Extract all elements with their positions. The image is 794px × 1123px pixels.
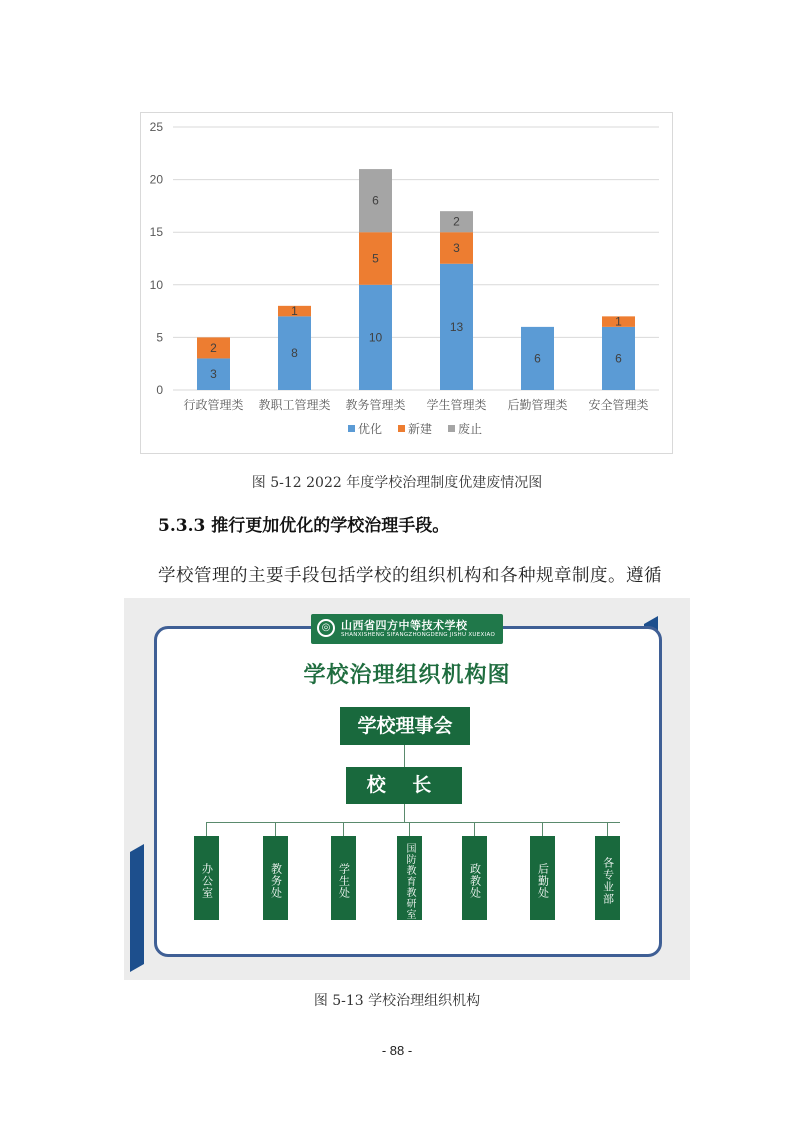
connector-line <box>404 804 405 822</box>
chart-container <box>140 112 673 454</box>
department-label: 各专业部 <box>601 857 615 905</box>
y-tick-label: 20 <box>149 172 163 187</box>
x-tick-label: 行政管理类 <box>183 398 244 412</box>
y-tick-label: 25 <box>149 120 163 134</box>
school-banner <box>311 614 503 644</box>
department-box <box>462 836 487 920</box>
department-label: 后勤处 <box>536 863 550 899</box>
school-name: 山西省四方中等技术学校 <box>341 619 468 632</box>
data-label: 6 <box>534 351 541 366</box>
data-label: 6 <box>615 351 622 366</box>
data-label: 5 <box>372 251 379 266</box>
department-box <box>397 836 422 920</box>
legend-swatch <box>398 425 405 432</box>
data-label: 8 <box>291 346 298 361</box>
data-label: 6 <box>372 193 379 208</box>
legend-label: 废止 <box>458 422 483 436</box>
department-label: 学生处 <box>337 863 351 899</box>
y-tick-label: 0 <box>156 383 163 397</box>
connector-line <box>206 822 207 836</box>
department-box <box>595 836 620 920</box>
page-number: - 88 - <box>381 1043 413 1058</box>
data-label: 3 <box>453 240 460 255</box>
legend-swatch <box>348 425 355 432</box>
legend-label: 优化 <box>358 422 383 436</box>
principal-box: 校 长 <box>346 767 462 804</box>
x-tick-label: 后勤管理类 <box>507 398 568 412</box>
y-tick-label: 15 <box>149 225 163 240</box>
y-tick-label: 10 <box>149 277 163 292</box>
x-tick-label: 教职工管理类 <box>258 398 331 412</box>
legend-label: 新建 <box>408 422 433 436</box>
org-chart-image <box>124 598 690 980</box>
connector-line <box>542 822 543 836</box>
department-box <box>331 836 356 920</box>
legend-swatch <box>448 425 455 432</box>
connector-line <box>275 822 276 836</box>
data-label: 10 <box>368 330 383 345</box>
stacked-bar-chart <box>141 113 672 453</box>
department-label: 政教处 <box>468 863 482 899</box>
board-box: 学校理事会 <box>340 707 470 745</box>
decor-stripe-left <box>130 844 144 972</box>
connector-line <box>409 822 410 836</box>
school-logo-icon: ◎ <box>317 619 335 637</box>
x-tick-label: 学生管理类 <box>426 398 487 412</box>
data-label: 1 <box>615 314 622 329</box>
department-box <box>263 836 288 920</box>
x-tick-label: 安全管理类 <box>588 398 649 412</box>
connector-line <box>206 822 620 823</box>
data-label: 2 <box>453 214 460 229</box>
connector-line <box>343 822 344 836</box>
data-label: 3 <box>210 367 217 382</box>
department-box <box>530 836 555 920</box>
x-tick-label: 教务管理类 <box>345 398 406 412</box>
connector-line <box>474 822 475 836</box>
figure-caption-5-13: 图 5-13 学校治理组织机构 <box>313 993 481 1009</box>
school-pinyin: SHANXISHENG SIFANGZHONGDENG JISHU XUEXIAO <box>341 632 496 638</box>
y-tick-label: 5 <box>156 330 163 345</box>
org-chart-title: 学校治理组织机构图 <box>303 663 511 688</box>
data-label: 13 <box>449 319 464 334</box>
data-label: 2 <box>210 340 217 355</box>
figure-caption-5-12: 图 5-12 2022 年度学校治理制度优建废情况图 <box>251 475 543 491</box>
body-paragraph: 学校管理的主要手段包括学校的组织机构和各种规章制度。遵循 <box>158 566 662 586</box>
department-label: 教务处 <box>269 863 283 899</box>
data-label: 1 <box>291 304 298 319</box>
department-box <box>194 836 219 920</box>
connector-line <box>404 745 405 767</box>
department-label: 办公室 <box>200 863 214 899</box>
section-heading: 5.3.3 推行更加优化的学校治理手段。 <box>158 516 450 536</box>
department-label: 国防教育教研室 <box>404 842 415 920</box>
connector-line <box>607 822 608 836</box>
